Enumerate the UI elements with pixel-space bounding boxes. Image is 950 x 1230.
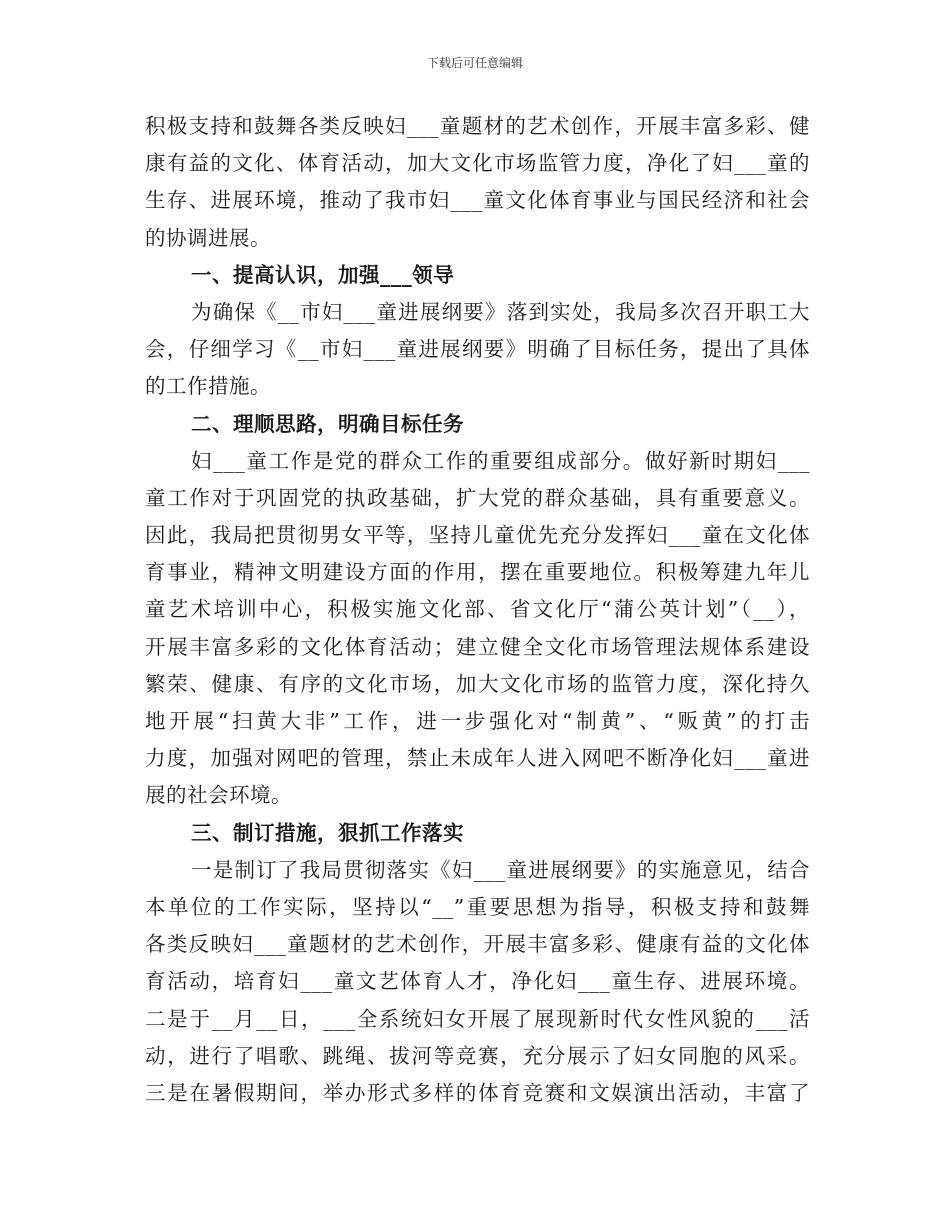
paragraph-line: 的协调进展。 — [145, 225, 271, 250]
paragraph-line: 开展丰富多彩的文化体育活动；建立健全文化市场管理法规体系建设 — [145, 634, 810, 659]
paragraph-line: 地开展“扫黄大非”工作，进一步强化对“制黄”、“贩黄”的打击 — [145, 709, 810, 733]
paragraph-line: 各类反映妇___童题材的艺术创作，开展丰富多彩、健康有益的文化体 — [145, 932, 810, 957]
paragraph-line: 育活动，培育妇___童文艺体育人才，净化妇___童生存、进展环境。 — [145, 969, 810, 994]
paragraph-line: 童艺术培训中心，积极实施文化部、省文化厅“蒲公英计划”（__）， — [145, 597, 810, 622]
paragraph-line: 妇___童工作是党的群众工作的重要组成部分。做好新时期妇___ — [191, 448, 810, 473]
document-body — [145, 108, 810, 1112]
paragraph-line: 积极支持和鼓舞各类反映妇___童题材的艺术创作，开展丰富多彩、健 — [145, 114, 810, 138]
paragraph-line: 繁荣、健康、有序的文化市场，加大文化市场的监管力度，深化持久 — [145, 671, 810, 696]
paragraph-line: 童工作对于巩固党的执政基础，扩大党的群众基础，具有重要意义。 — [145, 485, 810, 510]
paragraph-line: 为确保《__市妇___童进展纲要》落到实处，我局多次召开职工大 — [191, 299, 810, 324]
paragraph-line: 展的社会环境。 — [145, 783, 292, 808]
paragraph-line: 康有益的文化、体育活动，加大文化市场监管力度，净化了妇___童的 — [145, 151, 810, 176]
paragraph-line: 三是在暑假期间，举办形式多样的体育竞赛和文娱演出活动，丰富了 — [145, 1080, 810, 1105]
section-heading: 二、理顺思路，明确目标任务 — [191, 411, 464, 436]
paragraph-line: 育事业，精神文明建设方面的作用，摆在重要地位。积极筹建九年儿 — [145, 560, 810, 585]
paragraph-line: 一是制订了我局贯彻落实《妇___童进展纲要》的实施意见，结合 — [191, 857, 810, 882]
paragraph-line: 生存、进展环境，推动了我市妇___童文化体育事业与国民经济和社会 — [145, 188, 810, 213]
section-heading: 三、制订措施，狠抓工作落实 — [191, 820, 464, 845]
paragraph-line: 二是于__月__日，___全系统妇女开展了展现新时代女性风貌的___活 — [145, 1006, 810, 1031]
paragraph-line: 因此，我局把贯彻男女平等，坚持儿童优先充分发挥妇___童在文化体 — [145, 523, 810, 548]
paragraph-line: 会，仔细学习《__市妇___童进展纲要》明确了目标任务，提出了具体 — [145, 337, 810, 362]
paragraph-line: 动，进行了唱歌、跳绳、拔河等竞赛，充分展示了妇女同胞的风采。 — [145, 1043, 810, 1068]
section-heading: 一、提高认识，加强___领导 — [191, 262, 455, 287]
paragraph-line: 的工作措施。 — [145, 374, 271, 399]
paragraph-line: 本单位的工作实际，坚持以“__”重要思想为指导，积极支持和鼓舞 — [145, 894, 810, 919]
page-header-note: 下载后可任意编辑 — [426, 56, 523, 70]
paragraph-line: 力度，加强对网吧的管理，禁止未成年人进入网吧不断净化妇___童进 — [145, 746, 810, 771]
